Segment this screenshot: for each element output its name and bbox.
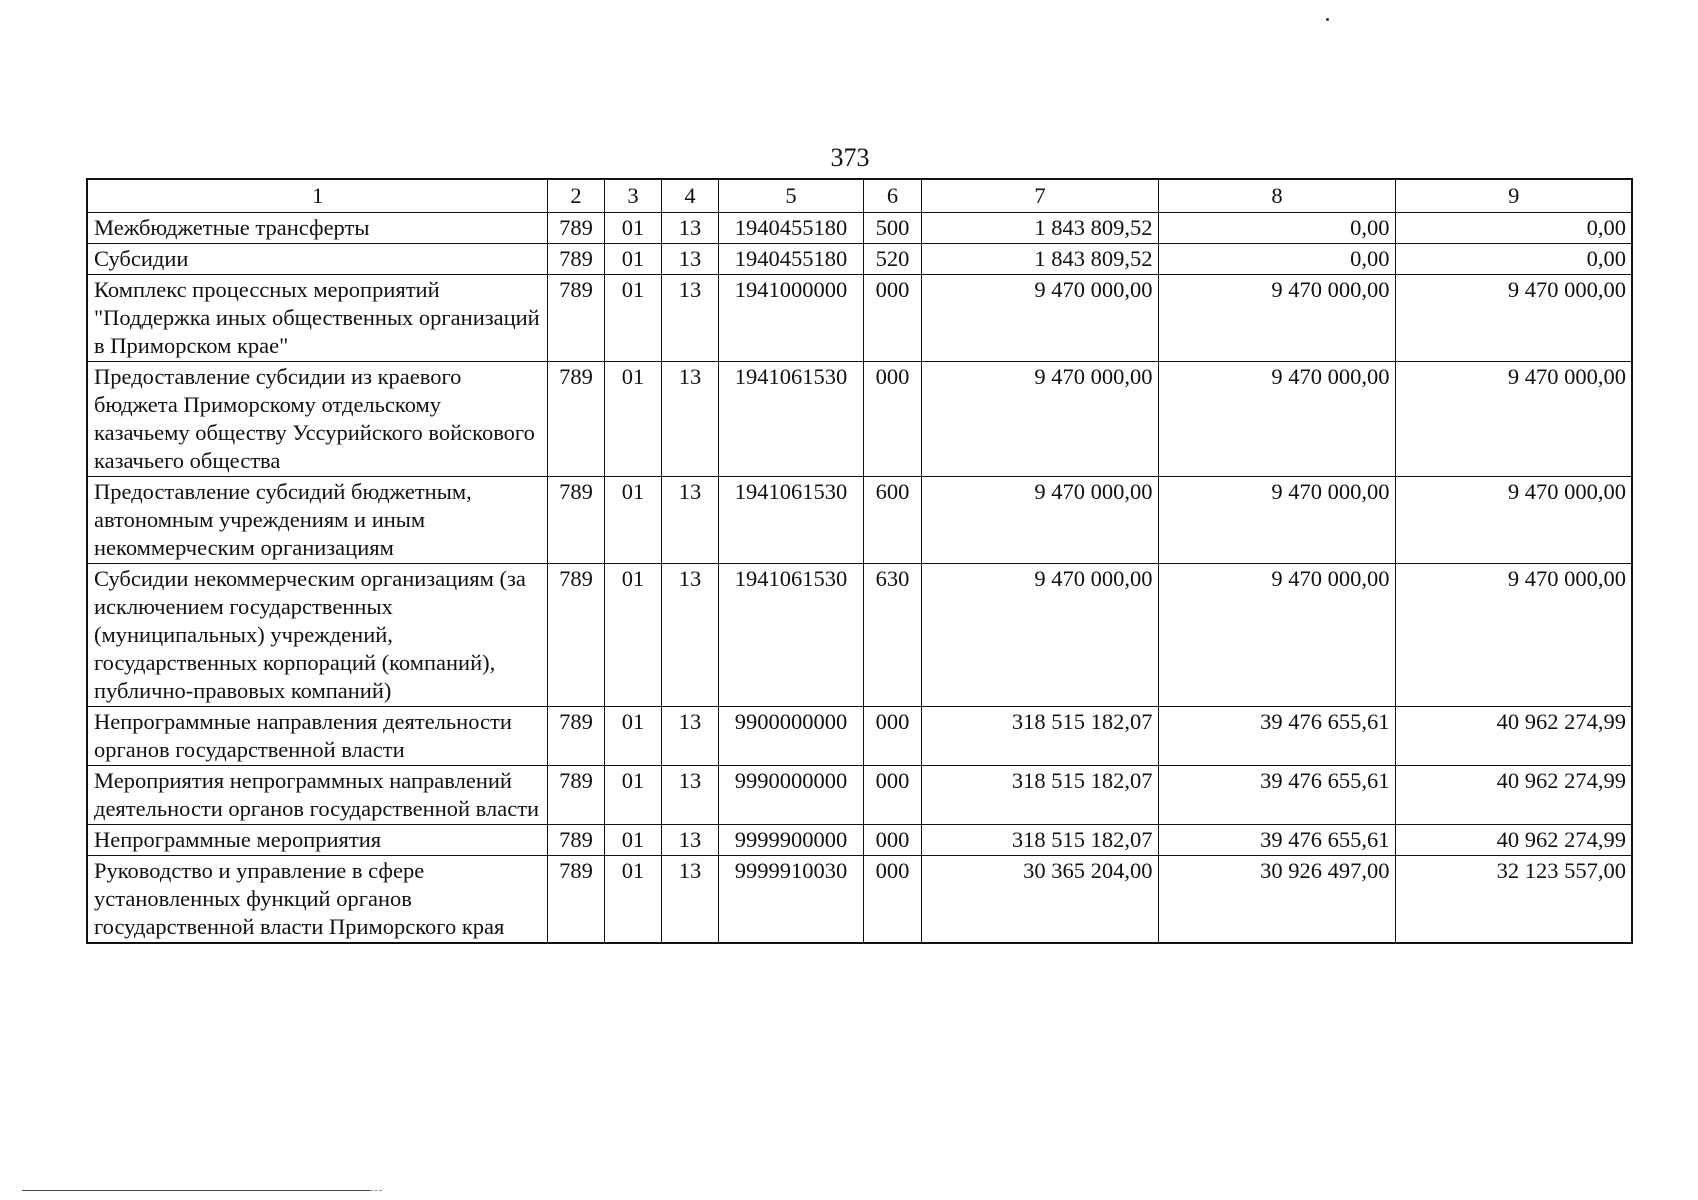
subsection-code: 13 <box>661 707 718 766</box>
section-code: 01 <box>604 564 661 707</box>
amount-col-7: 318 515 182,07 <box>921 766 1158 825</box>
footer-rule <box>22 1190 370 1191</box>
amount-col-9: 0,00 <box>1395 244 1632 275</box>
target-article-code: 1941000000 <box>718 275 863 362</box>
amount-col-8: 39 476 655,61 <box>1158 825 1395 856</box>
table-row <box>87 477 1632 564</box>
section-code: 01 <box>604 477 661 564</box>
amount-col-8: 39 476 655,61 <box>1158 766 1395 825</box>
col-header-1: 1 <box>87 179 547 213</box>
col-header-5: 5 <box>718 179 863 213</box>
col-header-9: 9 <box>1395 179 1632 213</box>
row-name: Комплекс процессных мероприятий "Поддержка иных общественных организаций в Приморском крае" <box>87 275 547 362</box>
expense-type-code: 600 <box>863 477 921 564</box>
amount-col-7: 9 470 000,00 <box>921 564 1158 707</box>
admin-code: 789 <box>547 477 604 564</box>
section-code: 01 <box>604 362 661 477</box>
amount-col-9: 9 470 000,00 <box>1395 362 1632 477</box>
col-header-3: 3 <box>604 179 661 213</box>
amount-col-9: 40 962 274,99 <box>1395 825 1632 856</box>
section-code: 01 <box>604 244 661 275</box>
amount-col-8: 9 470 000,00 <box>1158 564 1395 707</box>
subsection-code: 13 <box>661 825 718 856</box>
expense-type-code: 630 <box>863 564 921 707</box>
col-header-8: 8 <box>1158 179 1395 213</box>
row-name: Предоставление субсидии из краевого бюджета Приморскому отдельскому казачьему обществу Уссурийского войскового казачьего общества <box>87 362 547 477</box>
admin-code: 789 <box>547 244 604 275</box>
amount-col-8: 9 470 000,00 <box>1158 362 1395 477</box>
amount-col-8: 30 926 497,00 <box>1158 856 1395 944</box>
col-header-4: 4 <box>661 179 718 213</box>
row-name: Непрограммные мероприятия <box>87 825 547 856</box>
table-row <box>87 825 1632 856</box>
subsection-code: 13 <box>661 244 718 275</box>
admin-code: 789 <box>547 856 604 944</box>
table-row <box>87 275 1632 362</box>
header-row <box>87 179 1632 213</box>
amount-col-9: 40 962 274,99 <box>1395 707 1632 766</box>
amount-col-9: 0,00 <box>1395 213 1632 244</box>
amount-col-7: 318 515 182,07 <box>921 825 1158 856</box>
section-code: 01 <box>604 766 661 825</box>
target-article-code: 9990000000 <box>718 766 863 825</box>
admin-code: 789 <box>547 707 604 766</box>
target-article-code: 1941061530 <box>718 477 863 564</box>
row-name: Руководство и управление в сфере установленных функций органов государственной власти Приморского края <box>87 856 547 944</box>
amount-col-8: 39 476 655,61 <box>1158 707 1395 766</box>
target-article-code: 1940455180 <box>718 213 863 244</box>
table-row <box>87 213 1632 244</box>
admin-code: 789 <box>547 766 604 825</box>
amount-col-9: 9 470 000,00 <box>1395 275 1632 362</box>
subsection-code: 13 <box>661 766 718 825</box>
amount-col-9: 9 470 000,00 <box>1395 477 1632 564</box>
target-article-code: 1940455180 <box>718 244 863 275</box>
row-name: Предоставление субсидий бюджетным, автономным учреждениям и иным некоммерческим организациям <box>87 477 547 564</box>
amount-col-8: 0,00 <box>1158 244 1395 275</box>
amount-col-7: 30 365 204,00 <box>921 856 1158 944</box>
row-name: Мероприятия непрограммных направлений деятельности органов государственной власти <box>87 766 547 825</box>
table-row <box>87 244 1632 275</box>
col-header-7: 7 <box>921 179 1158 213</box>
admin-code: 789 <box>547 213 604 244</box>
subsection-code: 13 <box>661 477 718 564</box>
section-code: 01 <box>604 707 661 766</box>
section-code: 01 <box>604 856 661 944</box>
amount-col-7: 318 515 182,07 <box>921 707 1158 766</box>
expense-type-code: 000 <box>863 825 921 856</box>
expense-type-code: 500 <box>863 213 921 244</box>
col-header-2: 2 <box>547 179 604 213</box>
scan-speck <box>1326 18 1329 21</box>
amount-col-9: 32 123 557,00 <box>1395 856 1632 944</box>
subsection-code: 13 <box>661 856 718 944</box>
admin-code: 789 <box>547 362 604 477</box>
amount-col-7: 9 470 000,00 <box>921 477 1158 564</box>
page-number: 373 <box>830 143 870 172</box>
target-article-code: 1941061530 <box>718 362 863 477</box>
target-article-code: 9900000000 <box>718 707 863 766</box>
amount-col-7: 9 470 000,00 <box>921 275 1158 362</box>
amount-col-8: 0,00 <box>1158 213 1395 244</box>
table-row <box>87 707 1632 766</box>
amount-col-8: 9 470 000,00 <box>1158 477 1395 564</box>
section-code: 01 <box>604 213 661 244</box>
row-name: Субсидии некоммерческим организациям (за исключением государственных (муниципальных) учреждений, государственных корпораций (компаний), публично-правовых компаний) <box>87 564 547 707</box>
table-row <box>87 766 1632 825</box>
amount-col-7: 1 843 809,52 <box>921 213 1158 244</box>
subsection-code: 13 <box>661 362 718 477</box>
expense-type-code: 000 <box>863 707 921 766</box>
amount-col-9: 40 962 274,99 <box>1395 766 1632 825</box>
subsection-code: 13 <box>661 213 718 244</box>
section-code: 01 <box>604 275 661 362</box>
amount-col-7: 9 470 000,00 <box>921 362 1158 477</box>
target-article-code: 9999910030 <box>718 856 863 944</box>
budget-table <box>86 178 1633 944</box>
amount-col-8: 9 470 000,00 <box>1158 275 1395 362</box>
col-header-6: 6 <box>863 179 921 213</box>
footer-rule-tail <box>370 1190 382 1191</box>
expense-type-code: 000 <box>863 856 921 944</box>
expense-type-code: 000 <box>863 766 921 825</box>
subsection-code: 13 <box>661 275 718 362</box>
table-row <box>87 856 1632 944</box>
target-article-code: 1941061530 <box>718 564 863 707</box>
admin-code: 789 <box>547 564 604 707</box>
expense-type-code: 000 <box>863 362 921 477</box>
admin-code: 789 <box>547 825 604 856</box>
subsection-code: 13 <box>661 564 718 707</box>
expense-type-code: 000 <box>863 275 921 362</box>
admin-code: 789 <box>547 275 604 362</box>
target-article-code: 9999900000 <box>718 825 863 856</box>
row-name: Субсидии <box>87 244 547 275</box>
table-row <box>87 564 1632 707</box>
section-code: 01 <box>604 825 661 856</box>
expense-type-code: 520 <box>863 244 921 275</box>
table-row <box>87 362 1632 477</box>
row-name: Межбюджетные трансферты <box>87 213 547 244</box>
row-name: Непрограммные направления деятельности органов государственной власти <box>87 707 547 766</box>
amount-col-7: 1 843 809,52 <box>921 244 1158 275</box>
amount-col-9: 9 470 000,00 <box>1395 564 1632 707</box>
